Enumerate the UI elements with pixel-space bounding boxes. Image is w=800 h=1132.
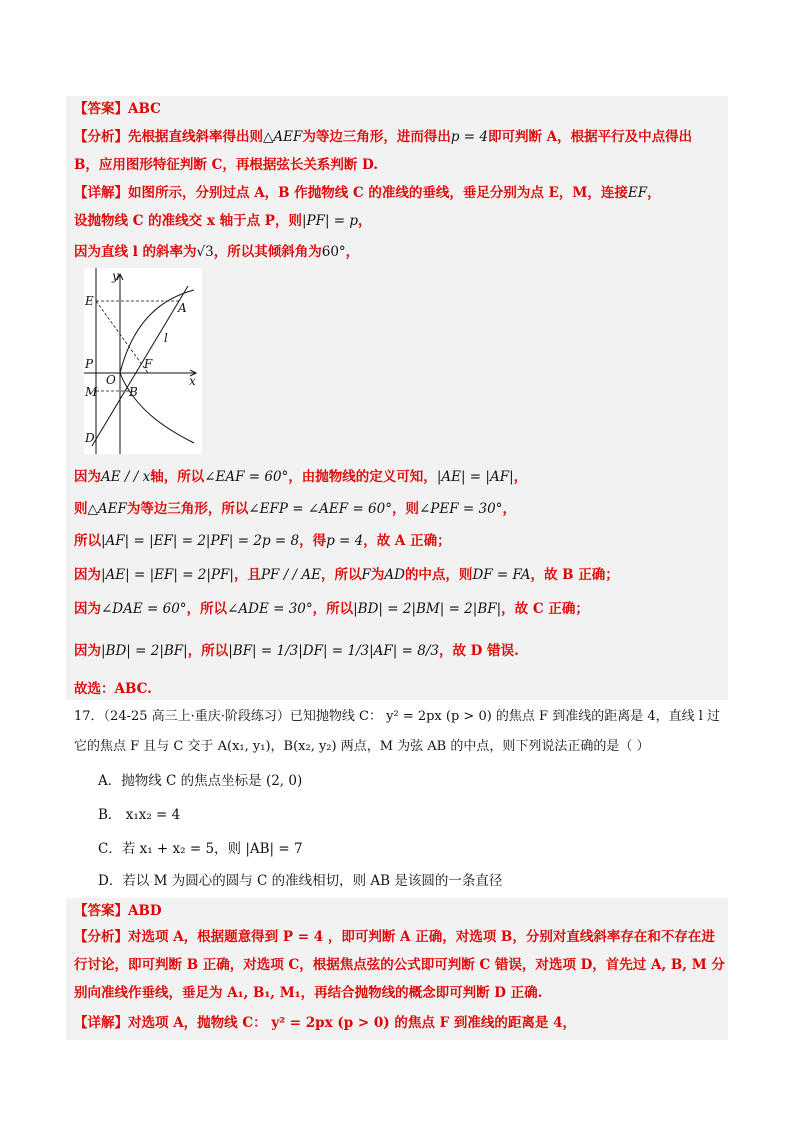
step-line-5: 因为∠DAE = 60°，所以∠ADE = 30°，所以|BD| = 2|BM| = 2|BF|，故 C 正确； <box>74 601 589 617</box>
label-y: y <box>112 269 119 283</box>
label-E: E <box>85 294 94 308</box>
detail-line-1: 【详解】如图所示，分别过点 A，B 作抛物线 C 的准线的垂线，垂足分别为点 E，M，连接EF， <box>74 185 661 201</box>
step-line-2: 则△AEF为等边三角形，所以∠EFP = ∠AEF = 60°，则∠PEF = 30°， <box>74 501 516 517</box>
answer-line-1: 【答案】ABC <box>74 101 161 117</box>
dashed-EF <box>96 301 148 373</box>
question-17-line-2: 它的焦点 F 且与 C 交于 A(x₁, y₁)，B(x₂, y₂) 两点，M 为弦 AB 的中点，则下列说法正确的是（ ） <box>74 739 650 754</box>
choose-line: 故选：ABC. <box>74 681 152 697</box>
option-a: A．抛物线 C 的焦点坐标是 (2, 0) <box>98 773 303 789</box>
option-c: C．若 x₁ + x₂ = 5，则 |AB| = 7 <box>98 841 303 857</box>
detail-line-2: 设抛物线 C 的准线交 x 轴于点 P，则|PF| = p， <box>74 213 372 229</box>
option-b: B． x₁x₂ = 4 <box>98 807 181 823</box>
label-F: F <box>144 357 153 371</box>
parabola-diagram <box>84 268 202 454</box>
label-l: l <box>164 331 168 345</box>
step-line-3: 所以|AF| = |EF| = 2|PF| = 2p = 8，得p = 4，故 A 正确； <box>74 533 451 549</box>
label-O: O <box>106 373 116 387</box>
label-A: A <box>178 301 187 315</box>
parabola-figure <box>84 268 202 454</box>
step-line-4: 因为|AE| = |EF| = 2|PF|，且PF / / AE，所以F为AD的中点，则DF = FA，故 B 正确； <box>74 567 619 583</box>
analysis2-line-2: 行讨论，即可判断 B 正确，对选项 C，根据焦点弦的公式即可判断 C 错误，对选项 D，首先过 A, B, M 分 <box>74 957 725 973</box>
label-M: M <box>85 385 98 399</box>
answer-line-2: 【答案】ABD <box>74 903 162 919</box>
detail2-line-1: 【详解】对选项 A，抛物线 C： y² = 2px (p > 0) 的焦点 F 到准线的距离是 4， <box>74 1015 576 1031</box>
analysis2-line-3: 别向准线作垂线，垂足为 A₁, B₁, M₁，再结合抛物线的概念即可判断 D 正确. <box>74 985 543 1001</box>
step-line-6: 因为|BD| = 2|BF|，所以|BF| = 1/3|DF| = 1/3|AF| = 8/3，故 D 错误. <box>74 643 519 659</box>
option-d: D．若以 M 为圆心的圆与 C 的准线相切，则 AB 是该圆的一条直径 <box>98 873 503 889</box>
label-B: B <box>129 385 138 399</box>
step-line-1: 因为AE / / x轴，所以∠EAF = 60°，由抛物线的定义可知，|AE| = |AF|， <box>74 469 528 485</box>
analysis2-line-1: 【分析】对选项 A，根据题意得到 P = 4 ，即可判断 A 正确，对选项 B，分别对直线斜率存在和不存在进 <box>74 929 715 945</box>
label-x: x <box>189 374 196 388</box>
label-P: P <box>85 357 94 371</box>
line-l <box>92 286 188 446</box>
analysis-line-1: 【分析】先根据直线斜率得出则△AEF为等边三角形，进而得出p = 4即可判断 A，根据平行及中点得出 <box>74 129 693 145</box>
analysis-line-2: B，应用图形特征判断 C，再根据弦长关系判断 D. <box>74 157 378 173</box>
detail-line-3: 因为直线 l 的斜率为√3，所以其倾斜角为60°， <box>74 244 360 260</box>
label-D: D <box>85 431 95 445</box>
question-17-line-1: 17．（24-25 高三上·重庆·阶段练习）已知抛物线 C： y² = 2px (p > 0) 的焦点 F 到准线的距离是 4，直线 l 过 <box>74 709 721 724</box>
